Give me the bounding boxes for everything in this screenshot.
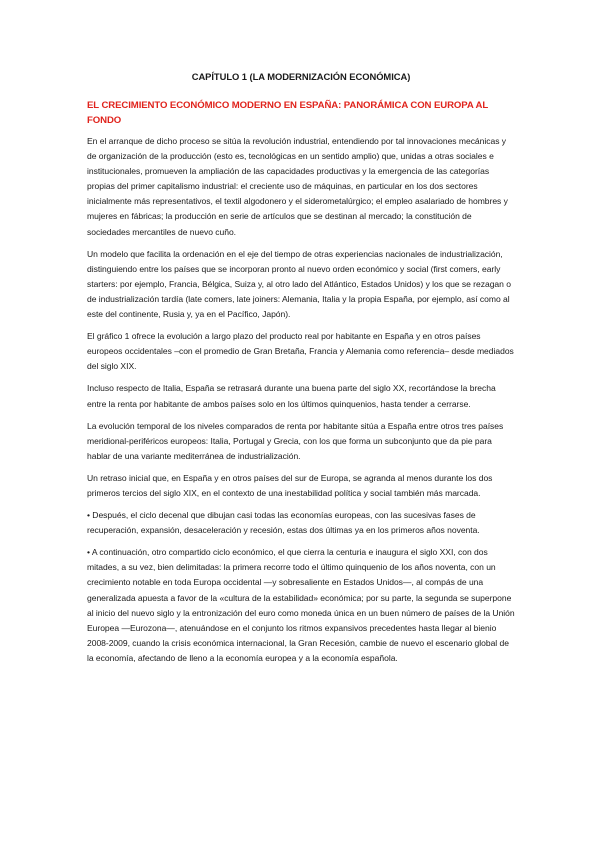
paragraph-revolucion-industrial: En el arranque de dicho proceso se sitúa la revolución industrial, entendiendo por tal innovaciones mecánicas y de organización de la producción (esto es, tecnológicas en un sentido amplio) que, unidas a otras sociales e institucionales, promueven la ampliación de las capacidades productivas y la emergencia de las categorías propias del primer capitalismo industrial: el creciente uso de máquinas, en particular en los dos sectores inicialmente más representativos, el textil algodonero y el siderometalúrgico; el empleo asalariado de hombres y mujeres en fábricas; la producción en serie de artículos que se destinan al mercado; la constitución de sociedades mercantiles de nuevo cuño. (87, 136, 508, 237)
paragraph-ciclo-economico: • A continuación, otro compartido ciclo económico, el que cierra la centuria e inaugura el siglo XXI, con dos mitades, a su vez, bien delimitadas: la primera recorre todo el último quinquenio de los años noventa, con un crecimiento notable en toda Europa occidental —y sobresaliente en Estados Unidos—, al compás de una generalizada apuesta a favor de la «cultura de la estabilidad» económica; por su parte, la segunda se superpone al inicio del nuevo siglo y la entronización del euro como moneda única en un buen número de países de la Unión Europea —Eurozona—, atenuándose en el conjunto los ritmos expansivos precedentes hasta llegar al bienio 2008-2009, cuando la crisis económica internacional, la Gran Recesión, cambie de nuevo el escenario global de la economía, afectando de lleno a la economía europea y a la economía española. (87, 547, 515, 663)
paragraph-modelo-ordenacion: Un modelo que facilita la ordenación en el eje del tiempo de otras experiencias nacionales de industrialización, distinguiendo entre los países que se incorporan pronto al nuevo orden económico y social (first comers, early starters: por ejemplo, Francia, Bélgica, Suiza y, al otro lado del Atlántico, Estados Unidos) y los que se rezagan o de industrialización tardía (late comers, late joiners: Alemania, Italia y la propia España, por ejemplo, así como al este del continente, Rusia y, ya en el Pacífico, Japón). (87, 248, 511, 320)
chapter-title: CAPÍTULO 1 (LA MODERNIZACIÓN ECONÓMICA) (191, 71, 411, 82)
document-content (87, 70, 515, 673)
paragraph-grafico-1: El gráfico 1 ofrece la evolución a largo plazo del producto real por habitante en España y en otros países europeos occidentales –con el promedio de Gran Bretaña, Francia y Alemania como referencia– desde mediados del siglo XIX. (87, 331, 514, 372)
paragraph-evolucion-temporal: La evolución temporal de los niveles comparados de renta por habitante sitúa a España entre otros tres países meridional-periféricos europeos: Italia, Portugal y Grecia, con los que forma un subconjunto que da pie para hablar de una variante mediterránea de industrialización. (87, 420, 504, 461)
section-title: EL CRECIMIENTO ECONÓMICO MODERNO EN ESPAÑA: PANORÁMICA CON EUROPA AL FONDO (87, 100, 488, 126)
paragraph-italia: Incluso respecto de Italia, España se retrasará durante una buena parte del siglo XX, recortándose la brecha entre la renta por habitante de ambos países solo en los últimos quinquenios, hasta tender a cerrarse. (87, 383, 496, 409)
paragraph-retraso-inicial: Un retraso inicial que, en España y en otros países del sur de Europa, se agranda al menos durante los dos primeros tercios del siglo XIX, en el contexto de una inestabilidad política y social también más marcada. (87, 472, 493, 498)
paragraph-ciclo-decenal: • Después, el ciclo decenal que dibujan casi todas las economías europeas, con las sucesivas fases de recuperación, expansión, desaceleración y recesión, estas dos últimas ya en los primeros años noventa. (87, 510, 480, 536)
